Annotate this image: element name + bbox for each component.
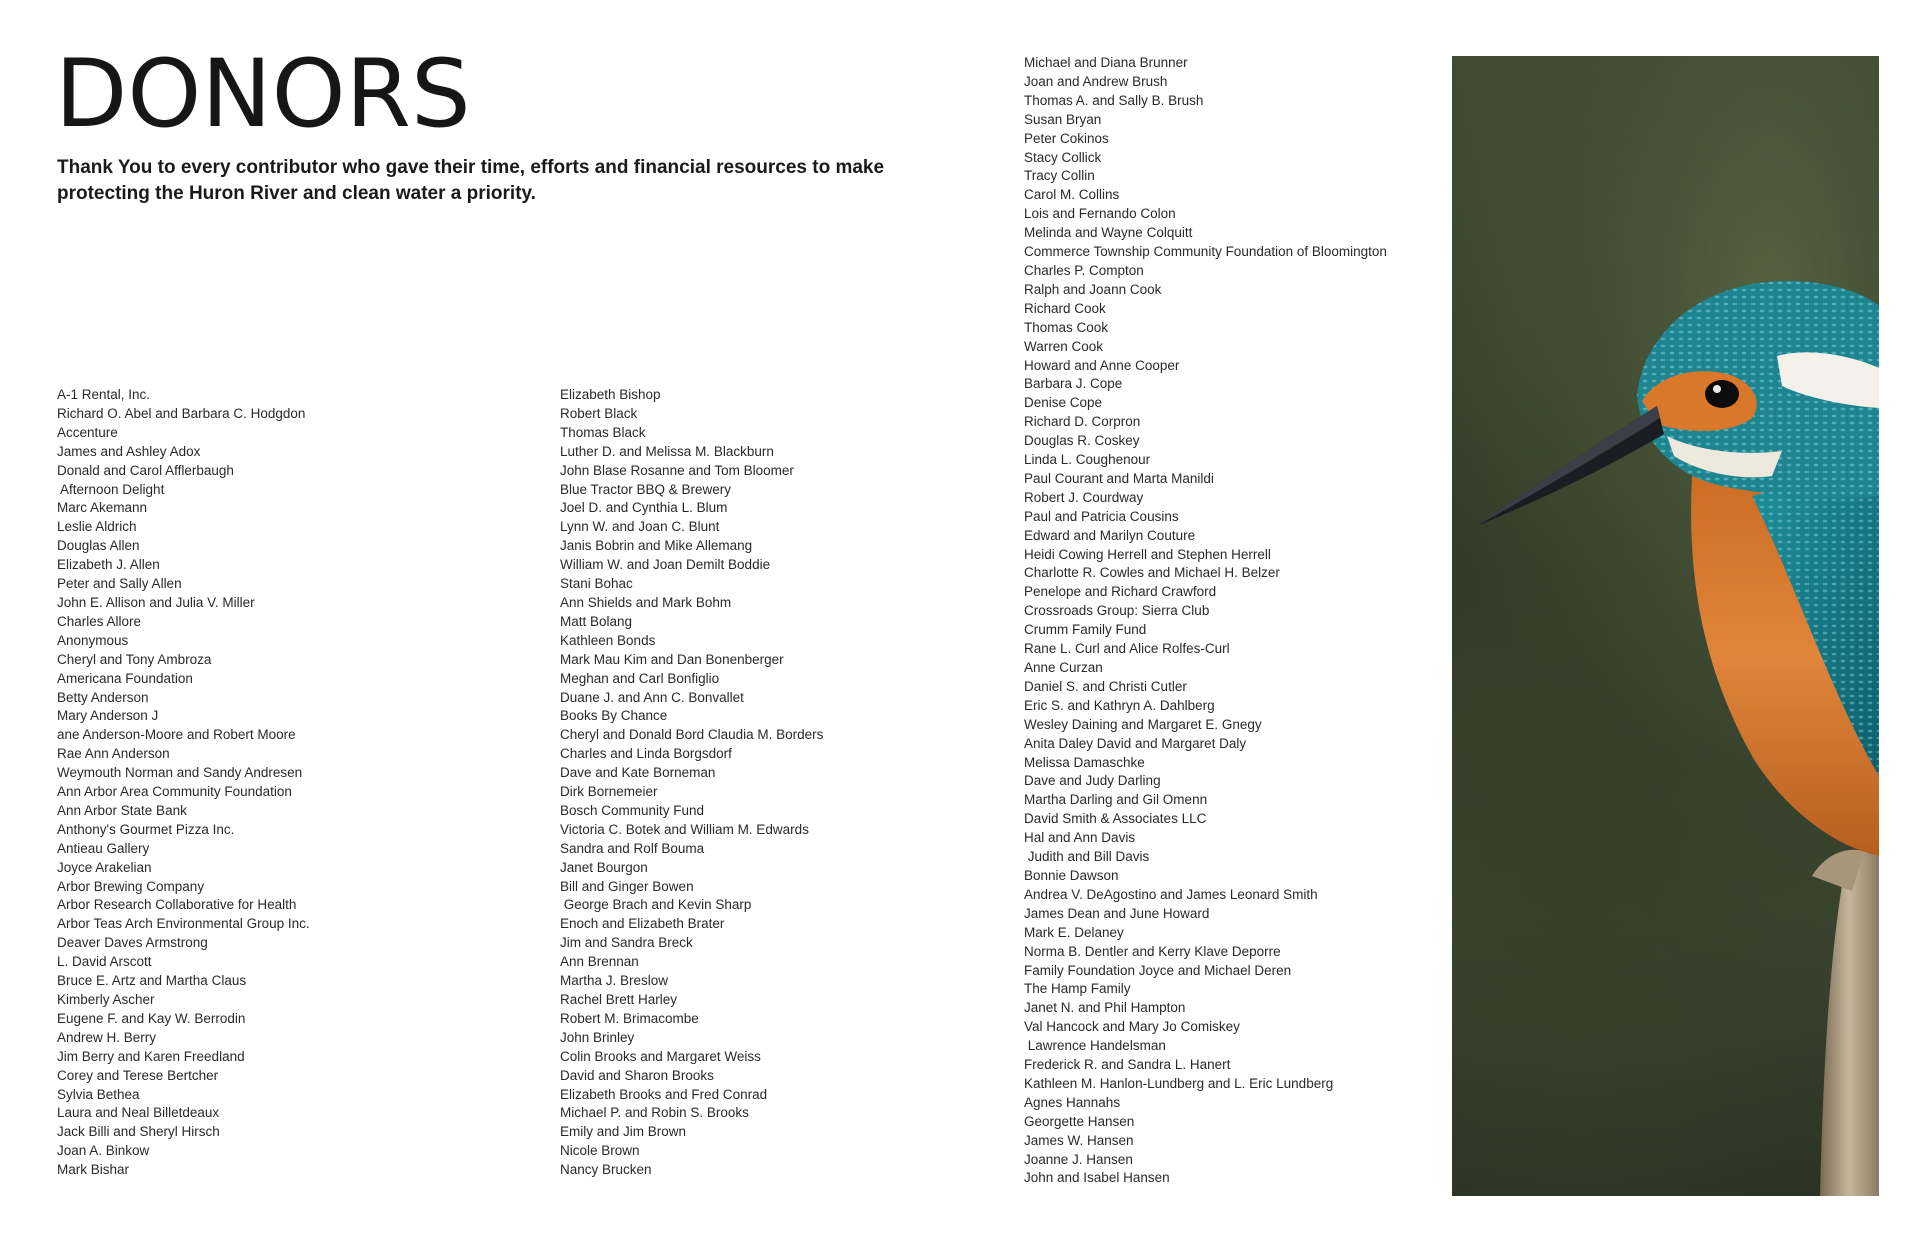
donor-name: Denise Cope (1024, 395, 1103, 411)
donor-name: Norma B. Dentler and Kerry Klave Deporre (1024, 943, 1281, 959)
donor-name: Ann Arbor State Bank (57, 802, 187, 818)
donor-name: John Brinley (560, 1029, 635, 1045)
donor-name: The Hamp Family (1024, 981, 1131, 997)
donor-name: Lynn W. and Joan C. Blunt (560, 519, 720, 535)
donor-name: Elizabeth Brooks and Fred Conrad (560, 1086, 768, 1102)
donor-name: Joyce Arakelian (57, 859, 152, 875)
donor-name: Mark Bishar (57, 1162, 130, 1178)
donor-name: Cheryl and Tony Ambroza (57, 651, 212, 667)
donor-name: Thomas Black (560, 424, 646, 440)
donor-name: Richard O. Abel and Barbara C. Hodgdon (57, 405, 306, 421)
donor-name: Emily and Jim Brown (560, 1124, 687, 1140)
donor-name: Antieau Gallery (57, 840, 150, 856)
donor-name: Joan and Andrew Brush (1024, 73, 1168, 89)
donor-name: Thomas Cook (1024, 319, 1109, 335)
donor-name: Mary Anderson J (57, 708, 159, 724)
donor-name: Sylvia Bethea (57, 1086, 140, 1102)
donor-name: Arbor Teas Arch Environmental Group Inc. (57, 916, 310, 932)
donor-name: David Smith & Associates LLC (1024, 811, 1207, 827)
page-title: DONORS (55, 40, 471, 149)
donor-name: Joanne J. Hansen (1024, 1151, 1133, 1167)
donor-name: Robert J. Courdway (1024, 489, 1144, 505)
donor-name: Afternoon Delight (57, 481, 165, 497)
donor-name: Andrew H. Berry (57, 1029, 157, 1045)
donor-name: Martha J. Breslow (560, 973, 669, 989)
donor-name: Corey and Terese Bertcher (57, 1067, 219, 1083)
donor-name: John E. Allison and Julia V. Miller (57, 594, 255, 610)
donor-name: Laura and Neal Billetdeaux (57, 1105, 220, 1121)
donor-name: Donald and Carol Afflerbaugh (57, 462, 234, 478)
donor-column-1 (57, 386, 310, 1180)
donor-name: Rae Ann Anderson (57, 746, 170, 762)
page-subtitle: Thank You to every contributor who gave their time, efforts and financial resources to make protecting the Huron River and clean water a priority. (57, 157, 885, 204)
donor-name: Lois and Fernando Colon (1024, 206, 1176, 222)
donor-name: Sandra and Rolf Bouma (560, 840, 705, 856)
donor-name: John and Isabel Hansen (1024, 1170, 1170, 1186)
donor-column-2 (560, 386, 823, 1180)
donor-name: Richard Cook (1024, 300, 1106, 316)
donor-name: Kimberly Ascher (57, 992, 155, 1007)
donor-name: Peter and Sally Allen (57, 576, 182, 592)
donor-name: Douglas R. Coskey (1024, 433, 1140, 449)
donor-name: Robert Black (560, 405, 638, 421)
donor-name: Douglas Allen (57, 538, 140, 554)
donor-name: Linda L. Coughenour (1024, 452, 1151, 468)
donor-name: Accenture (57, 424, 118, 440)
donor-name: James and Ashley Adox (57, 443, 201, 459)
donor-name: Peter Cokinos (1024, 130, 1109, 146)
donor-name: Melinda and Wayne Colquitt (1024, 225, 1193, 241)
donor-name: Elizabeth J. Allen (57, 557, 160, 573)
donor-name: Eugene F. and Kay W. Berrodin (57, 1010, 246, 1026)
donor-name: Family Foundation Joyce and Michael Deren (1024, 962, 1292, 978)
donor-name: Frederick R. and Sandra L. Hanert (1024, 1057, 1231, 1073)
donor-name: James Dean and June Howard (1024, 905, 1210, 921)
donor-name: Andrea V. DeAgostino and James Leonard Smith (1024, 886, 1318, 902)
donor-name: Anthony's Gourmet Pizza Inc. (57, 821, 235, 837)
donor-name: Penelope and Richard Crawford (1024, 584, 1217, 600)
donor-name: Meghan and Carl Bonfiglio (560, 670, 720, 686)
donor-name: Janet Bourgon (560, 859, 648, 875)
donor-name: Hal and Ann Davis (1024, 830, 1136, 846)
donor-name: Charlotte R. Cowles and Michael H. Belzer (1024, 565, 1280, 581)
donor-name: Americana Foundation (57, 670, 193, 686)
donor-name: Anita Daley David and Margaret Daly (1024, 735, 1247, 751)
donor-name: Ann Brennan (560, 954, 639, 970)
donor-name: Charles P. Compton (1024, 262, 1144, 278)
donor-name: Mark E. Delaney (1024, 924, 1124, 940)
donor-name: Heidi Cowing Herrell and Stephen Herrell (1024, 546, 1271, 562)
donor-name: Judith and Bill Davis (1024, 849, 1150, 865)
donor-name: Bosch Community Fund (560, 802, 705, 818)
donor-name: Dave and Kate Borneman (560, 765, 716, 781)
donor-name: Victoria C. Botek and William M. Edwards (560, 821, 809, 837)
donor-name: Joel D. and Cynthia L. Blum (560, 500, 728, 516)
donor-name: Georgette Hansen (1024, 1113, 1135, 1129)
donor-name: Wesley Daining and Margaret E. Gnegy (1024, 716, 1262, 732)
donor-name: Bill and Ginger Bowen (560, 878, 694, 894)
donor-name: Bonnie Dawson (1024, 867, 1119, 883)
donor-name: Dirk Bornemeier (560, 784, 658, 800)
donor-name: Ann Shields and Mark Bohm (560, 594, 732, 610)
donor-name: Anonymous (57, 632, 129, 648)
donor-name: Rane L. Curl and Alice Rolfes-Curl (1024, 641, 1230, 657)
donor-name: Tracy Collin (1024, 168, 1095, 184)
donor-name: John Blase Rosanne and Tom Bloomer (560, 462, 794, 478)
donor-name: Stani Bohac (560, 576, 633, 592)
donor-name: Kathleen M. Hanlon-Lundberg and L. Eric Lundberg (1024, 1075, 1334, 1091)
donor-name: Stacy Collick (1024, 149, 1102, 165)
donor-name: Agnes Hannahs (1024, 1094, 1121, 1110)
donor-name: Jim Berry and Karen Freedland (57, 1048, 245, 1064)
donor-name: Howard and Anne Cooper (1024, 357, 1180, 373)
donor-name: Barbara J. Cope (1024, 376, 1123, 392)
donor-name: Deaver Daves Armstrong (57, 935, 208, 951)
donor-name: Kathleen Bonds (560, 632, 656, 648)
donor-name: L. David Arscott (57, 954, 152, 970)
donor-name: Daniel S. and Christi Cutler (1024, 678, 1187, 694)
donor-name: Susan Bryan (1024, 111, 1102, 127)
donor-name: Colin Brooks and Margaret Weiss (560, 1048, 761, 1064)
donor-name: ane Anderson-Moore and Robert Moore (57, 727, 296, 743)
donor-name: Michael and Diana Brunner (1024, 55, 1188, 70)
donor-name: Charles and Linda Borgsdorf (560, 746, 732, 762)
donor-name: Jack Billi and Sheryl Hirsch (57, 1124, 220, 1140)
donor-name: James W. Hansen (1024, 1132, 1134, 1148)
donor-name: David and Sharon Brooks (560, 1067, 714, 1083)
kingfisher-photo (1452, 56, 1879, 1196)
donor-name: Leslie Aldrich (57, 519, 137, 535)
donor-name: William W. and Joan Demilt Boddie (560, 557, 771, 573)
donor-name: Bruce E. Artz and Martha Claus (57, 973, 247, 989)
donor-name: Ralph and Joann Cook (1024, 281, 1162, 297)
donor-name: Charles Allore (57, 613, 142, 629)
donor-name: Crumm Family Fund (1024, 622, 1147, 638)
donor-name: Blue Tractor BBQ & Brewery (560, 481, 732, 497)
donor-name: Martha Darling and Gil Omenn (1024, 792, 1208, 808)
donor-column-3 (1024, 54, 1387, 1188)
donor-name: Janet N. and Phil Hampton (1024, 1000, 1186, 1016)
donor-name: Lawrence Handelsman (1024, 1038, 1166, 1054)
donor-name: Rachel Brett Harley (560, 992, 678, 1007)
donor-name: Janis Bobrin and Mike Allemang (560, 538, 753, 554)
kingfisher-icon (1452, 56, 1879, 1196)
donor-name: Robert M. Brimacombe (560, 1010, 699, 1026)
donor-name: Eric S. and Kathryn A. Dahlberg (1024, 697, 1215, 713)
donor-name: Richard D. Corpron (1024, 414, 1141, 430)
donor-name: A-1 Rental, Inc. (57, 387, 151, 402)
donor-name: Arbor Brewing Company (57, 878, 205, 894)
donor-name: Ann Arbor Area Community Foundation (57, 784, 292, 800)
donor-name: Dave and Judy Darling (1024, 773, 1161, 789)
donor-name: Luther D. and Melissa M. Blackburn (560, 443, 774, 459)
donor-name: Commerce Township Community Foundation of Bloomington (1024, 244, 1387, 260)
donor-name: Elizabeth Bishop (560, 387, 661, 402)
donor-name: Nicole Brown (560, 1143, 640, 1159)
donor-name: Michael P. and Robin S. Brooks (560, 1105, 749, 1121)
donor-name: Enoch and Elizabeth Brater (560, 916, 725, 932)
donor-name: Melissa Damaschke (1024, 754, 1145, 770)
donor-name: Thomas A. and Sally B. Brush (1024, 92, 1204, 108)
donor-name: Mark Mau Kim and Dan Bonenberger (560, 651, 784, 667)
donor-name: Nancy Brucken (560, 1162, 652, 1178)
donor-name: Carol M. Collins (1024, 187, 1120, 203)
donor-name: Books By Chance (560, 708, 668, 724)
donor-name: Paul and Patricia Cousins (1024, 508, 1179, 524)
donor-name: Paul Courant and Marta Manildi (1024, 470, 1214, 486)
donor-name: Anne Curzan (1024, 660, 1103, 675)
donor-name: Edward and Marilyn Couture (1024, 527, 1196, 543)
donor-name: Duane J. and Ann C. Bonvallet (560, 689, 744, 705)
donor-name: Arbor Research Collaborative for Health (57, 897, 297, 913)
donor-name: Weymouth Norman and Sandy Andresen (57, 765, 303, 781)
donor-name: Cheryl and Donald Bord Claudia M. Borders (560, 727, 824, 743)
donor-name: Warren Cook (1024, 338, 1104, 354)
donor-name: Crossroads Group: Sierra Club (1024, 603, 1210, 619)
donor-name: George Brach and Kevin Sharp (560, 897, 752, 913)
donor-name: Val Hancock and Mary Jo Comiskey (1024, 1019, 1240, 1035)
donor-name: Jim and Sandra Breck (560, 935, 693, 951)
donor-name: Matt Bolang (560, 613, 633, 629)
donor-name: Marc Akemann (57, 500, 148, 516)
donor-name: Betty Anderson (57, 689, 149, 705)
donor-name: Joan A. Binkow (57, 1143, 150, 1159)
